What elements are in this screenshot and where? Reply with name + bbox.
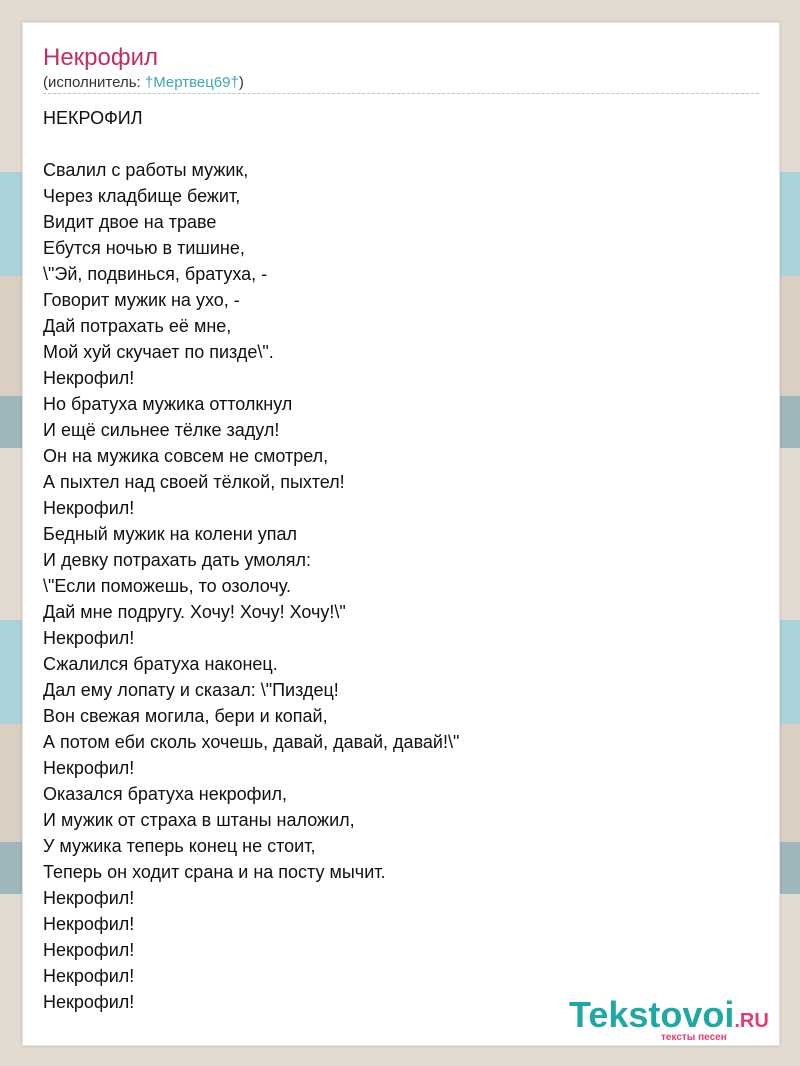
lyric-line: И мужик от страха в штаны наложил, bbox=[43, 810, 355, 830]
lyric-line: Ебутся ночью в тишине, bbox=[43, 238, 245, 258]
lyric-line: Вон свежая могила, бери и копай, bbox=[43, 706, 328, 726]
lyric-line: Некрофил! bbox=[43, 914, 135, 934]
lyric-line: Некрофил! bbox=[43, 966, 135, 986]
lyric-line: И ещё сильнее тёлке задул! bbox=[43, 420, 280, 440]
lyric-line: Сжалился братуха наконец. bbox=[43, 654, 278, 674]
lyric-line: Дай потрахать её мне, bbox=[43, 316, 232, 336]
lyric-line: Некрофил! bbox=[43, 498, 135, 518]
performer-suffix: ) bbox=[238, 74, 244, 91]
lyric-line: \"Эй, подвинься, братуха, - bbox=[43, 264, 268, 284]
lyric-line: Видит двое на траве bbox=[43, 212, 217, 232]
performer-line bbox=[43, 73, 244, 93]
lyric-line bbox=[43, 131, 759, 157]
title-divider bbox=[43, 93, 759, 94]
lyric-line: Некрофил! bbox=[43, 758, 135, 778]
lyric-line: А пыхтел над своей тёлкой, пыхтел! bbox=[43, 472, 345, 492]
lyric-line: Некрофил! bbox=[43, 992, 135, 1012]
lyric-line: Дай мне подругу. Хочу! Хочу! Хочу!\" bbox=[43, 602, 346, 622]
lyric-line: И девку потрахать дать умолял: bbox=[43, 550, 312, 570]
lyric-line: А потом еби сколь хочешь, давай, давай, давай!\" bbox=[43, 732, 460, 752]
lyrics-card bbox=[22, 22, 780, 1046]
lyric-line: У мужика теперь конец не стоит, bbox=[43, 836, 316, 856]
lyric-line: Мой хуй скучает по пизде\". bbox=[43, 342, 274, 362]
logo-tagline: тексты песен bbox=[661, 1032, 727, 1043]
logo-main-text: Tekstovoi bbox=[569, 994, 735, 1035]
lyric-line: Дал ему лопату и сказал: \"Пиздец! bbox=[43, 680, 339, 700]
lyric-line: Через кладбище бежит, bbox=[43, 186, 241, 206]
lyric-line: Но братуха мужика оттолкнул bbox=[43, 394, 293, 414]
lyric-line: НЕКРОФИЛ bbox=[43, 108, 143, 128]
lyric-line: Теперь он ходит срана и на посту мычит. bbox=[43, 862, 386, 882]
lyrics-text bbox=[43, 105, 759, 1015]
lyric-line: Некрофил! bbox=[43, 628, 135, 648]
lyric-line: Он на мужика совсем не смотрел, bbox=[43, 446, 329, 466]
site-logo[interactable] bbox=[569, 995, 779, 1047]
artist-link[interactable]: †Мертвец69† bbox=[144, 74, 239, 91]
lyric-line: Некрофил! bbox=[43, 368, 135, 388]
lyric-line: Бедный мужик на колени упал bbox=[43, 524, 298, 544]
logo-tld: .RU bbox=[734, 1010, 769, 1032]
lyric-line: \"Если поможешь, то озолочу. bbox=[43, 576, 291, 596]
lyric-line: Свалил с работы мужик, bbox=[43, 160, 249, 180]
lyric-line: Оказался братуха некрофил, bbox=[43, 784, 288, 804]
lyric-line: Говорит мужик на ухо, - bbox=[43, 290, 240, 310]
song-title: Некрофил bbox=[43, 44, 159, 71]
lyric-line: Некрофил! bbox=[43, 940, 135, 960]
performer-prefix: (исполнитель: bbox=[43, 74, 145, 91]
lyric-line: Некрофил! bbox=[43, 888, 135, 908]
